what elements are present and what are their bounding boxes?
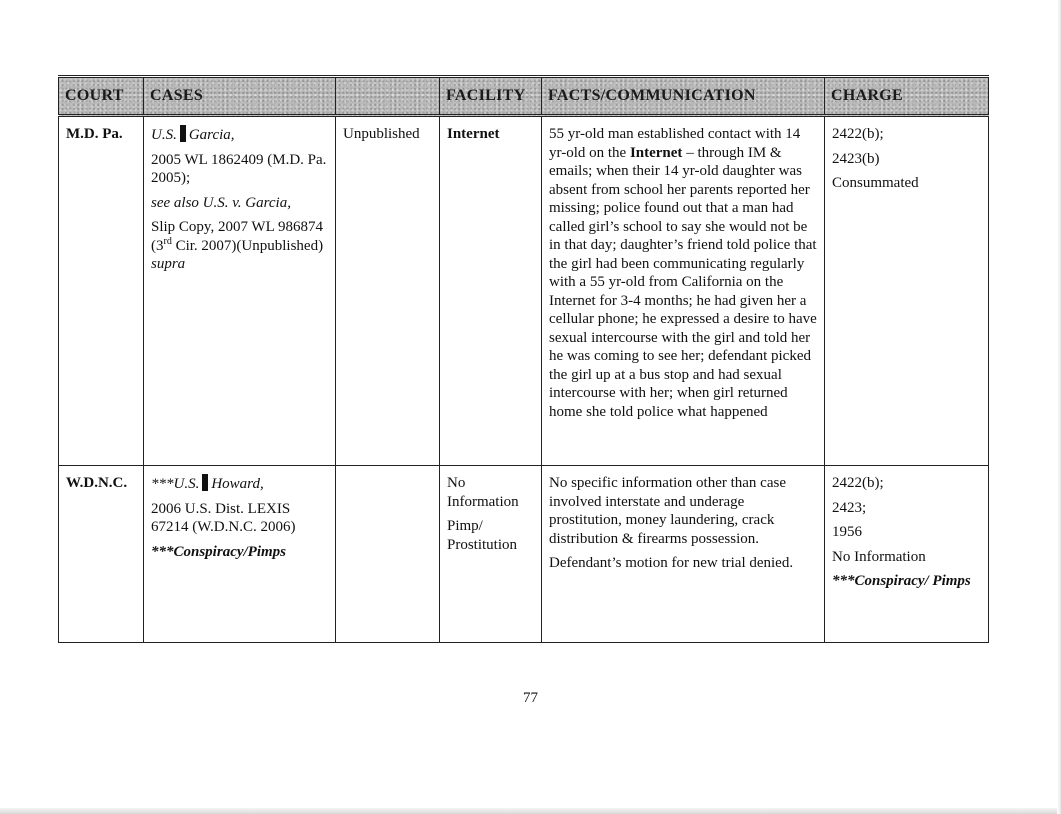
charge-line: 1956 bbox=[832, 524, 862, 540]
case-citation: 2006 U.S. Dist. LEXIS 67214 (W.D.N.C. 2006) bbox=[151, 500, 296, 535]
header-facility: FACILITY bbox=[440, 77, 542, 116]
court-cell bbox=[59, 466, 144, 643]
court-name: W.D.N.C. bbox=[66, 475, 128, 491]
header-facts: FACTS/COMMUNICATION bbox=[542, 77, 825, 116]
header-cases: CASES bbox=[144, 77, 336, 116]
facility-value: Pimp/ Prostitution bbox=[447, 518, 518, 553]
redaction-mark bbox=[180, 125, 186, 142]
publication-status: Unpublished bbox=[343, 126, 420, 142]
charge-line: 2423(b) bbox=[832, 150, 880, 167]
charge-cell bbox=[825, 466, 989, 643]
table-row bbox=[59, 466, 989, 643]
charge-cell bbox=[825, 116, 989, 466]
case-see-also: see also U.S. v. Garcia, bbox=[151, 194, 291, 211]
cases-cell bbox=[144, 116, 336, 466]
page-bottom-edge bbox=[0, 808, 1061, 814]
case-name: Howard, bbox=[211, 476, 264, 492]
facts-text: No specific information other than case involved interstate and underage prostitution, money laundering, crack distribution & firearms possession. bbox=[549, 475, 786, 547]
header-charge: CHARGE bbox=[825, 77, 989, 116]
charge-line: 2422(b); bbox=[832, 126, 884, 142]
status-cell bbox=[336, 116, 440, 466]
case-name: Garcia, bbox=[188, 127, 235, 143]
facts-cell bbox=[542, 466, 825, 643]
charge-status: No Information bbox=[832, 548, 926, 565]
case-table bbox=[58, 75, 989, 643]
header-blank bbox=[336, 77, 440, 116]
redaction-mark bbox=[202, 474, 208, 491]
court-cell bbox=[59, 116, 144, 466]
facility-cell bbox=[440, 466, 542, 643]
facility-cell bbox=[440, 116, 542, 466]
table-header-row bbox=[59, 77, 989, 116]
charge-tag: ***Conspiracy/ Pimps bbox=[832, 573, 971, 589]
cases-cell bbox=[144, 466, 336, 643]
case-slip-copy: Slip Copy, 2007 WL 986874 (3rd Cir. 2007)(Unpublished) supra bbox=[151, 219, 324, 272]
facility-value: Internet bbox=[447, 126, 500, 142]
facts-text: 55 yr-old man established contact with 14 yr-old on the Internet – through IM & emails; when their 14 yr-old daughter was absent from school her parents reported her missing; police found out that a man had called girl’s school to say she would not be in that day; daughter’s friend told police that the girl had been communicating regularly with a 55 yr-old from California on the Internet for 3-4 months; he had given her a cellular phone; he expressed a desire to have sexual intercourse with the girl and told her he was coming to see her; defendant picked the girl up at a bus stop and had sexual intercourse with her; when girl returned home she told police what happened bbox=[549, 126, 817, 420]
case-prefix: U.S. bbox=[151, 127, 177, 143]
charge-line: 2423; bbox=[832, 499, 867, 516]
status-cell bbox=[336, 466, 440, 643]
court-name: M.D. Pa. bbox=[66, 126, 123, 142]
header-court: COURT bbox=[59, 77, 144, 116]
facility-value: No Information bbox=[447, 475, 519, 510]
table-row bbox=[59, 116, 989, 466]
charge-line: 2422(b); bbox=[832, 475, 884, 491]
facts-cell bbox=[542, 116, 825, 466]
publication-status bbox=[336, 466, 439, 480]
case-prefix: ***U.S. bbox=[151, 476, 200, 492]
case-tag: ***Conspiracy/Pimps bbox=[151, 543, 287, 560]
page-number: 77 bbox=[523, 690, 538, 706]
charge-status: Consummated bbox=[832, 175, 919, 191]
case-citation: 2005 WL 1862409 (M.D. Pa. 2005); bbox=[151, 151, 327, 186]
facts-text: Defendant’s motion for new trial denied. bbox=[549, 555, 794, 571]
